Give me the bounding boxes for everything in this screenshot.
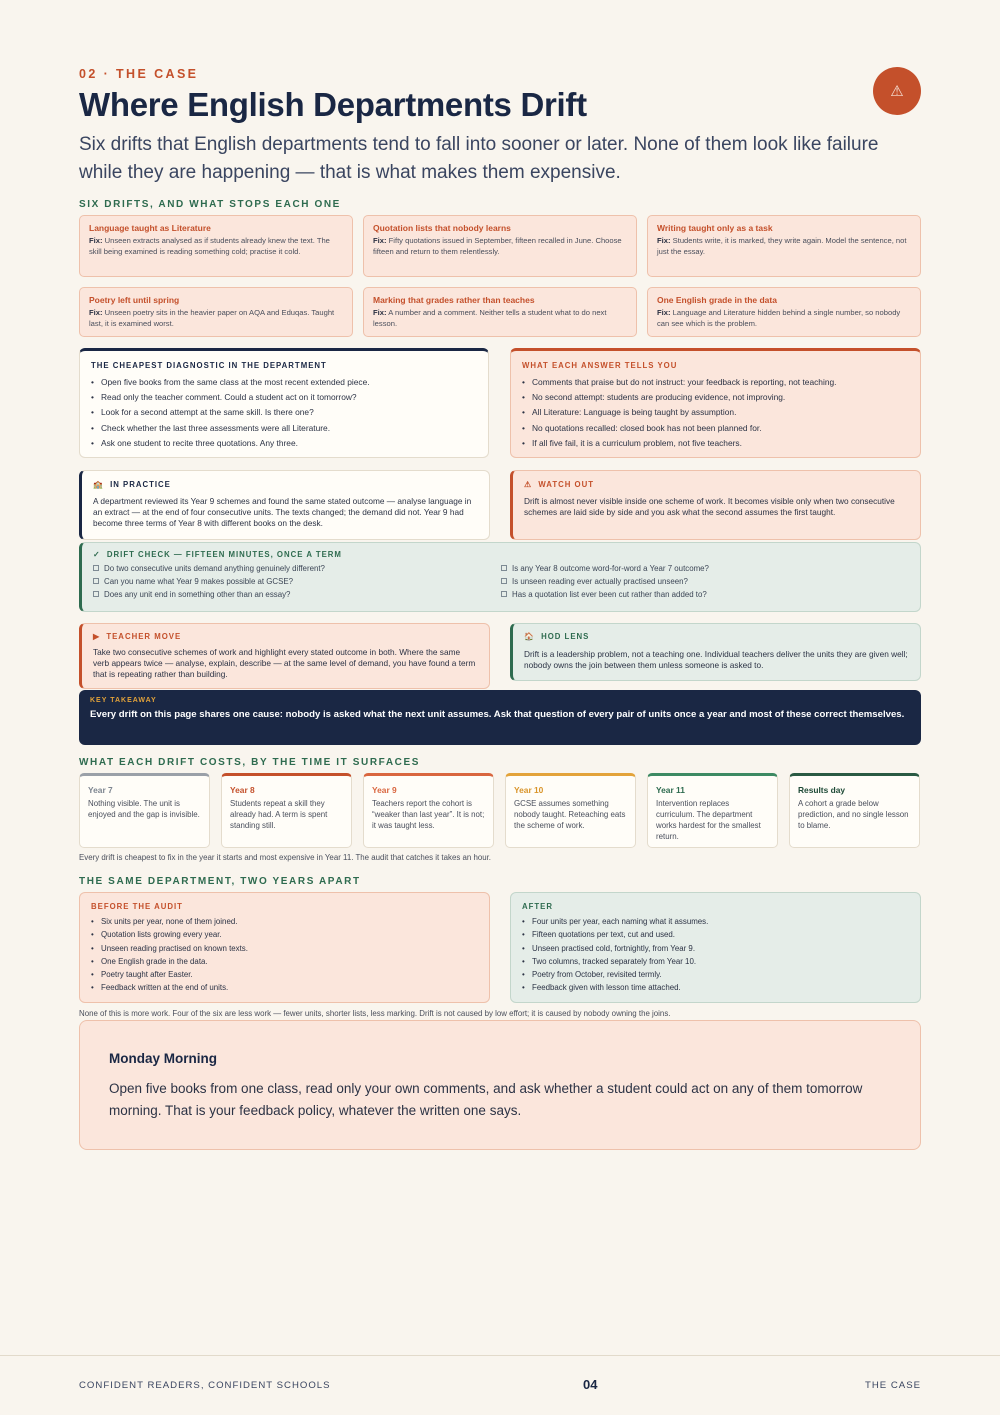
hod-lens-heading: HOD LENS	[541, 632, 590, 641]
list-item: • Comments that praise but do not instruct: your feedback is reporting, not teaching.	[522, 375, 909, 390]
drift-fix: Students write, it is marked, they write again. Model the sentence, not just the essay.	[657, 236, 907, 256]
play-icon: ▶	[93, 632, 100, 641]
in-practice-text: A department reviewed its Year 9 schemes and found the same stated outcome — analyse language in an extract — at the end of four consecutive units. The texts changed; the demand did not. Year 9 had become three terms of Year 8 with different books on the desk.	[93, 496, 472, 529]
list-item: • Open five books from the same class at the most recent extended piece.	[91, 375, 477, 390]
list-item: • Unseen reading practised on known texts.	[91, 942, 478, 955]
checkbox[interactable]	[501, 591, 507, 597]
house-icon: 🏠	[524, 632, 535, 641]
drift-fix: Fifty quotations issued in September, fifteen recalled in June. Choose fifteen and return to them relentlessly.	[373, 236, 622, 256]
drift-title: Quotation lists that nobody learns	[373, 223, 511, 233]
teacher-move-heading: TEACHER MOVE	[106, 632, 182, 641]
page-number: 04	[583, 1377, 598, 1392]
checkbox[interactable]	[501, 578, 507, 584]
drift-fix: Language and Literature hidden behind a single number, so nobody can see which is the problem.	[657, 308, 901, 328]
key-takeaway	[79, 690, 921, 745]
year-label: Year 7	[88, 785, 113, 795]
answers-card	[510, 348, 921, 458]
drift-card	[647, 287, 921, 337]
fix-label: Fix:	[89, 308, 103, 317]
footer-publication: CONFIDENT READERS, CONFIDENT SCHOOLS	[79, 1380, 331, 1391]
year-text: Students repeat a skill they already had. A term is spent standing still.	[230, 799, 328, 830]
checkbox[interactable]	[93, 578, 99, 584]
drift-card	[363, 215, 637, 277]
watch-out-text: Drift is almost never visible inside one scheme of work. It becomes visible only when two consecutive schemes are laid side by side and you ask what the second assumes the first taught.	[524, 496, 895, 518]
section-eyebrow: 02 · THE CASE	[79, 67, 199, 81]
year-text: GCSE assumes something nobody taught. Reteaching eats the scheme of work.	[514, 799, 626, 830]
list-item: • If all five fail, it is a curriculum problem, not five teachers.	[522, 436, 909, 451]
drift-fix: Unseen extracts analysed as if students already knew the text. The skill being examined is reading something cold; practise it cold.	[89, 236, 330, 256]
year-card	[79, 773, 210, 848]
school-icon: 🏫	[93, 480, 104, 489]
apart-caption: None of this is more work. Four of the six are less work — fewer units, shorter lists, less marking. Drift is not caused by low effort; it is caused by nobody owning the joins.	[79, 1009, 671, 1018]
list-item: • Unseen practised cold, fortnightly, from Year 9.	[522, 942, 909, 955]
drifts-section-label: SIX DRIFTS, AND WHAT STOPS EACH ONE	[79, 199, 341, 210]
year-text: A cohort a grade below prediction, and no single lesson to blame.	[798, 799, 909, 830]
drift-card	[79, 287, 353, 337]
year-label: Year 8	[230, 785, 255, 795]
fix-label: Fix:	[373, 236, 387, 245]
drift-fix: Unseen poetry sits in the heavier paper on AQA and Eduqas. Taught last, it is examined worst.	[89, 308, 335, 328]
fix-label: Fix:	[657, 236, 671, 245]
fix-label: Fix:	[373, 308, 387, 317]
apart-section-label: THE SAME DEPARTMENT, TWO YEARS APART	[79, 876, 361, 887]
year-text: Intervention replaces curriculum. The department works hardest for the smallest return.	[656, 799, 761, 841]
in-practice-heading: IN PRACTICE	[110, 480, 171, 489]
list-item: • Look for a second attempt at the same skill. Is there one?	[91, 405, 477, 420]
year-card	[647, 773, 778, 848]
footer-section: THE CASE	[865, 1380, 921, 1391]
year-text: Nothing visible. The unit is enjoyed and the gap is invisible.	[88, 799, 200, 819]
checklist-item: Is unseen reading ever actually practised unseen?	[512, 576, 688, 586]
answers-list	[522, 375, 909, 451]
before-heading: BEFORE THE AUDIT	[91, 902, 183, 911]
list-item: • No second attempt: students are producing evidence, not improving.	[522, 390, 909, 405]
diagnostic-heading: THE CHEAPEST DIAGNOSTIC IN THE DEPARTMENT	[91, 361, 327, 370]
drift-title: Poetry left until spring	[89, 295, 180, 305]
list-item: • All Literature: Language is being taught by assumption.	[522, 405, 909, 420]
drift-title: Writing taught only as a task	[657, 223, 773, 233]
warning-icon: ⚠	[524, 480, 532, 489]
hod-lens-card	[510, 623, 921, 681]
drift-check-heading: DRIFT CHECK — FIFTEEN MINUTES, ONCE A TERM	[106, 550, 342, 559]
list-item: • Fifteen quotations per text, cut and used.	[522, 928, 909, 941]
monday-morning-box	[79, 1020, 921, 1150]
year-card	[505, 773, 636, 848]
list-item: • Four units per year, each naming what it assumes.	[522, 915, 909, 928]
before-card	[79, 892, 490, 1003]
footer-divider	[0, 1355, 1000, 1356]
list-item: • Feedback written at the end of units.	[91, 981, 478, 994]
list-item: • Quotation lists growing every year.	[91, 928, 478, 941]
list-item: • No quotations recalled: closed book has not been planned for.	[522, 421, 909, 436]
year-text: Teachers report the cohort is “weaker than last year”. It is not; it was taught less.	[372, 799, 485, 830]
costs-section-label: WHAT EACH DRIFT COSTS, BY THE TIME IT SURFACES	[79, 757, 421, 768]
checkbox[interactable]	[501, 565, 507, 571]
list-item: • Poetry taught after Easter.	[91, 968, 478, 981]
fix-label: Fix:	[89, 236, 103, 245]
list-item: • Six units per year, none of them joined.	[91, 915, 478, 928]
year-label: Year 11	[656, 785, 685, 795]
after-card	[510, 892, 921, 1003]
drift-card	[363, 287, 637, 337]
drift-card	[647, 215, 921, 277]
watch-out-heading: WATCH OUT	[538, 480, 594, 489]
list-item: • Feedback given with lesson time attached.	[522, 981, 909, 994]
checkbox[interactable]	[93, 591, 99, 597]
teacher-move-text: Take two consecutive schemes of work and highlight every stated outcome in both. Where the same verb appears twice — analyse, explain, describe — at the same level of demand, you have found a term that is repeating rather than building.	[93, 647, 476, 680]
diagnostic-card	[79, 348, 489, 458]
monday-title: Monday Morning	[109, 1051, 217, 1066]
takeaway-heading: KEY TAKEAWAY	[90, 697, 157, 704]
checklist-item: Does any unit end in something other than an essay?	[104, 589, 291, 599]
list-item: • Poetry from October, revisited termly.	[522, 968, 909, 981]
year-label: Results day	[798, 785, 846, 795]
check-icon: ✓	[93, 550, 101, 559]
drift-fix: A number and a comment. Neither tells a student what to do next lesson.	[373, 308, 607, 328]
watch-out-card	[510, 470, 921, 540]
drift-check-card	[79, 542, 921, 612]
in-practice-card	[79, 470, 490, 540]
list-item: • Check whether the last three assessments were all Literature.	[91, 421, 477, 436]
drift-card	[79, 215, 353, 277]
checklist-item: Has a quotation list ever been cut rather than added to?	[512, 589, 707, 599]
list-item: • Read only the teacher comment. Could a student act on it tomorrow?	[91, 390, 477, 405]
list-item: • Ask one student to recite three quotations. Any three.	[91, 436, 477, 451]
year-card	[221, 773, 352, 848]
diagnostic-list	[91, 375, 477, 451]
monday-text: Open five books from one class, read only your own comments, and ask whether a student could act on any of them tomorrow morning. That is your feedback policy, whatever the written one says.	[109, 1081, 863, 1118]
intro-text: Six drifts that English departments tend to fall into sooner or later. None of them look like failure while they are happening — that is what makes them expensive.	[79, 134, 879, 183]
teacher-move-card	[79, 623, 490, 689]
costs-caption: Every drift is cheapest to fix in the year it starts and most expensive in Year 11. The audit that catches it takes an hour.	[79, 853, 491, 862]
year-label: Year 9	[372, 785, 397, 795]
drift-title: Marking that grades rather than teaches	[373, 295, 535, 305]
after-heading: AFTER	[522, 902, 553, 911]
hod-lens-text: Drift is a leadership problem, not a teaching one. Individual teachers deliver the units they are given well; nobody owns the join between them unless someone is asked to.	[524, 649, 908, 671]
takeaway-text: Every drift on this page shares one cause: nobody is asked what the next unit assumes. Ask that question of every pair of units once a year and most of these correct themselves.	[90, 709, 905, 720]
drift-title: One English grade in the data	[657, 295, 777, 305]
year-label: Year 10	[514, 785, 544, 795]
fix-label: Fix:	[657, 308, 671, 317]
warning-icon: ⚠	[873, 67, 921, 115]
answers-heading: WHAT EACH ANSWER TELLS YOU	[522, 361, 678, 370]
list-item: • Two columns, tracked separately from Year 10.	[522, 955, 909, 968]
checklist-item: Can you name what Year 9 makes possible at GCSE?	[104, 576, 294, 586]
year-card	[789, 773, 920, 848]
checklist-item: Do two consecutive units demand anything genuinely different?	[104, 564, 325, 573]
list-item: • One English grade in the data.	[91, 955, 478, 968]
year-card	[363, 773, 494, 848]
drift-title: Language taught as Literature	[89, 223, 211, 233]
page-title: Where English Departments Drift	[79, 86, 587, 123]
checklist-item: Is any Year 8 outcome word-for-word a Year 7 outcome?	[512, 564, 709, 573]
checkbox[interactable]	[93, 565, 99, 571]
